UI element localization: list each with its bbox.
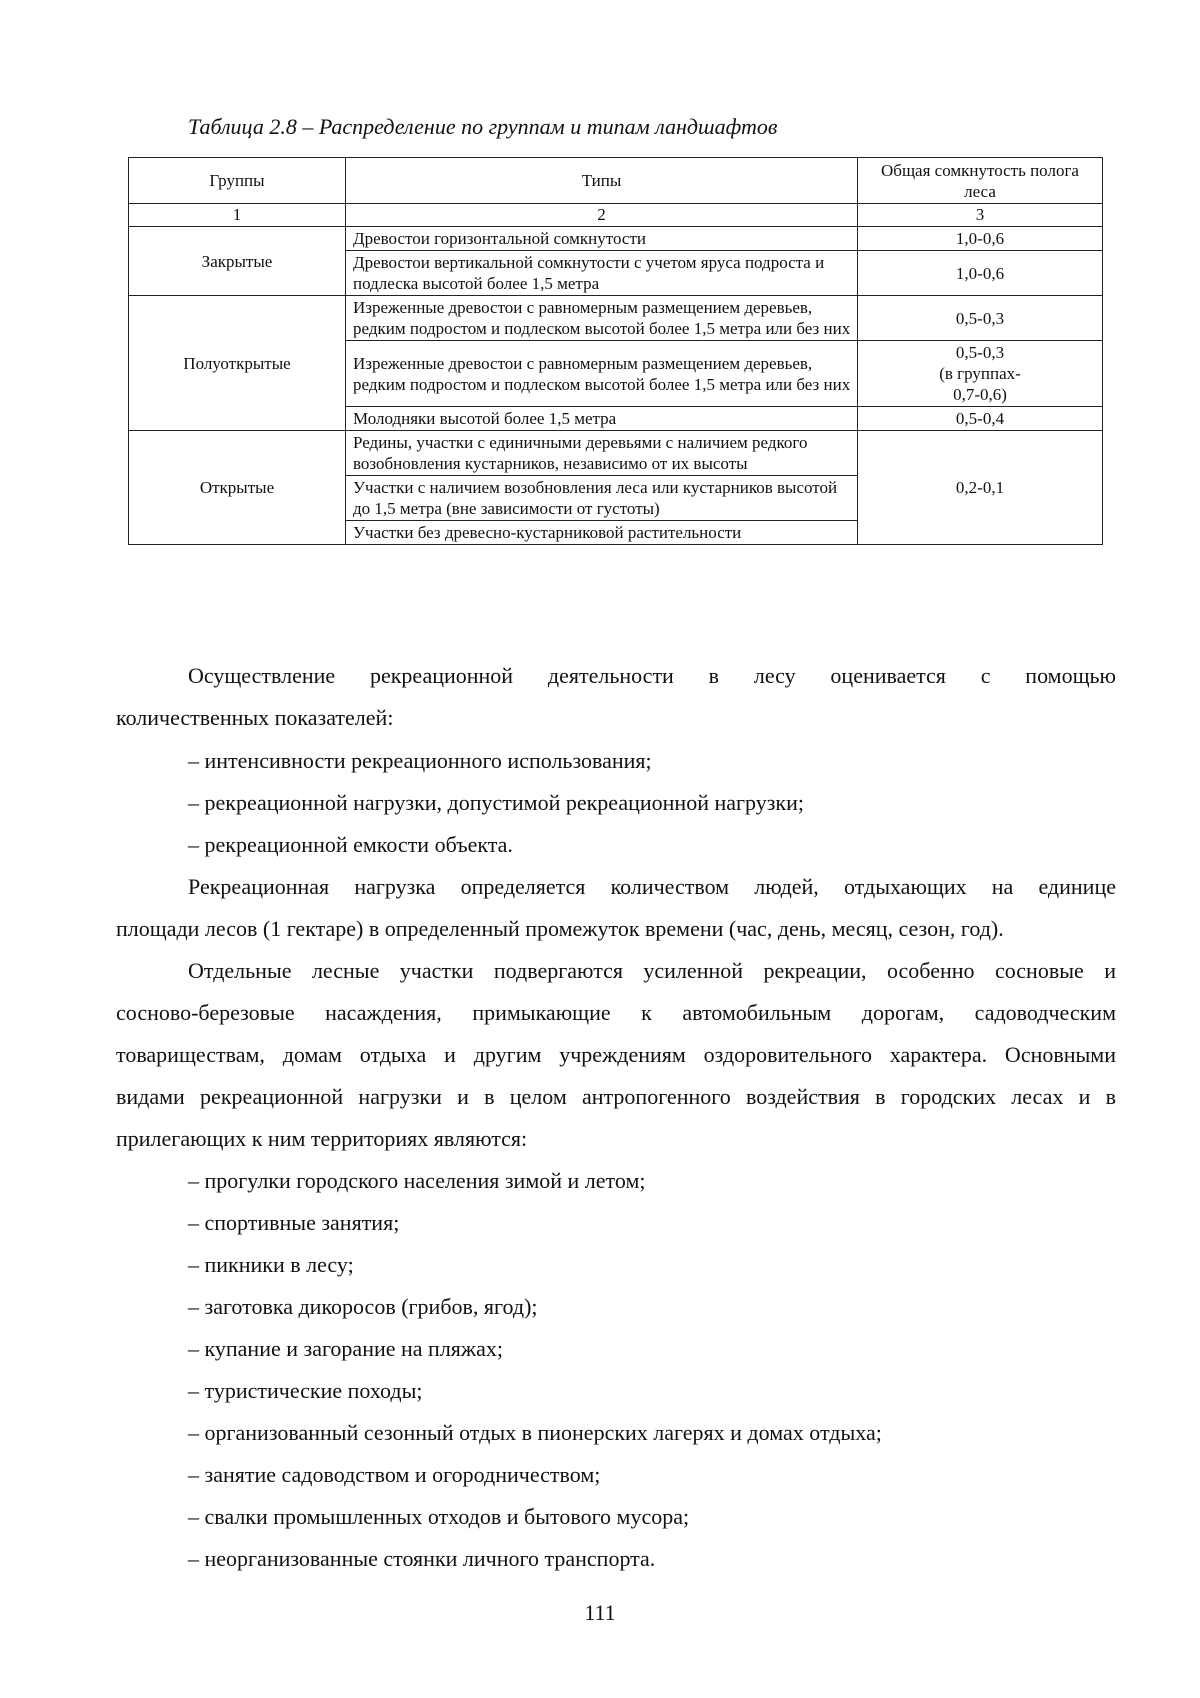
list-item: – рекреационной нагрузки, допустимой рекреационной нагрузки; [188, 790, 805, 815]
page-number: 111 [584, 1600, 616, 1625]
list-item: – свалки промышленных отходов и бытового мусора; [188, 1504, 690, 1529]
list-item: – заготовка дикоросов (грибов, ягод); [188, 1294, 538, 1319]
value-cell: 0,5-0,4 [858, 407, 1103, 431]
list-item: – неорганизованные стоянки личного транспорта. [188, 1546, 656, 1571]
list-item: – спортивные занятия; [188, 1210, 400, 1235]
text-line: видами рекреационной нагрузки и в целом антропогенного воздействия в городских лесах и в [116, 1084, 1116, 1109]
table-row [129, 227, 1103, 251]
value-cell: 0,2-0,1 [858, 431, 1103, 545]
text-line: Рекреационная нагрузка определяется количеством людей, отдыхающих на единице [188, 874, 1116, 899]
table-row [129, 431, 1103, 476]
list-item: – прогулки городского населения зимой и летом; [188, 1168, 646, 1193]
group-cell: Открытые [129, 431, 346, 545]
type-cell: Изреженные древостои с равномерным размещением деревьев, редким подростом и подлеском высотой более 1,5 метра или без них [346, 296, 858, 341]
list-item: – туристические походы; [188, 1378, 423, 1403]
type-cell: Изреженные древостои с равномерным размещением деревьев, редким подростом и подлеском высотой более 1,5 метра или без них [346, 341, 858, 407]
text-line: сосново-березовые насаждения, примыкающие к автомобильным дорогам, садоводческим [116, 1000, 1116, 1025]
list-item: – рекреационной емкости объекта. [188, 832, 513, 857]
paragraph-1 [116, 655, 1116, 739]
col-number: 3 [858, 204, 1103, 227]
list-item: – купание и загорание на пляжах; [188, 1336, 503, 1361]
table-header-row [129, 158, 1103, 204]
value-cell [858, 341, 1103, 407]
text-line: Осуществление рекреационной деятельности в лесу оценивается с помощью [188, 663, 1116, 688]
list-item: – организованный сезонный отдых в пионерских лагерях и домах отдыха; [188, 1420, 882, 1445]
type-cell: Молодняки высотой более 1,5 метра [346, 407, 858, 431]
landscape-table [128, 157, 1103, 545]
value-line: 0,5-0,3 [955, 343, 1005, 362]
value-line: (в группах- [939, 364, 1021, 383]
group-cell: Полуоткрытые [129, 296, 346, 431]
header-types: Типы [346, 158, 858, 204]
value-line: 0,7-0,6) [953, 385, 1007, 404]
type-cell: Древостои вертикальной сомкнутости с учетом яруса подроста и подлеска высотой более 1,5 метра [346, 251, 858, 296]
header-canopy: Общая сомкнутость полога леса [858, 158, 1103, 204]
text-line: количественных показателей: [116, 705, 394, 730]
value-cell: 1,0-0,6 [858, 227, 1103, 251]
paragraph-2 [116, 866, 1116, 950]
list-item: – занятие садоводством и огородничеством; [188, 1462, 601, 1487]
value-cell: 0,5-0,3 [858, 296, 1103, 341]
text-line: прилегающих к ним территориях являются: [116, 1126, 528, 1151]
col-number: 1 [129, 204, 346, 227]
list-item: – интенсивности рекреационного использования; [188, 748, 652, 773]
table-row [129, 296, 1103, 341]
text-line: товариществам, домам отдыха и другим учреждениям оздоровительного характера. Основными [116, 1042, 1116, 1067]
header-groups: Группы [129, 158, 346, 204]
type-cell: Участки с наличием возобновления леса или кустарников высотой до 1,5 метра (вне зависимости от густоты) [346, 476, 858, 521]
group-cell: Закрытые [129, 227, 346, 296]
table-number-row [129, 204, 1103, 227]
list-item: – пикники в лесу; [188, 1252, 354, 1277]
type-cell: Редины, участки с единичными деревьями с наличием редкого возобновления кустарников, независимо от их высоты [346, 431, 858, 476]
paragraph-3 [116, 950, 1116, 1160]
table-caption: Таблица 2.8 – Распределение по группам и типам ландшафтов [188, 114, 778, 139]
col-number: 2 [346, 204, 858, 227]
type-cell: Участки без древесно-кустарниковой растительности [346, 521, 858, 545]
text-line: площади лесов (1 гектаре) в определенный промежуток времени (час, день, месяц, сезон, год). [116, 916, 1004, 941]
type-cell: Древостои горизонтальной сомкнутости [346, 227, 858, 251]
text-line: Отдельные лесные участки подвергаются усиленной рекреации, особенно сосновые и [188, 958, 1116, 983]
value-cell: 1,0-0,6 [858, 251, 1103, 296]
